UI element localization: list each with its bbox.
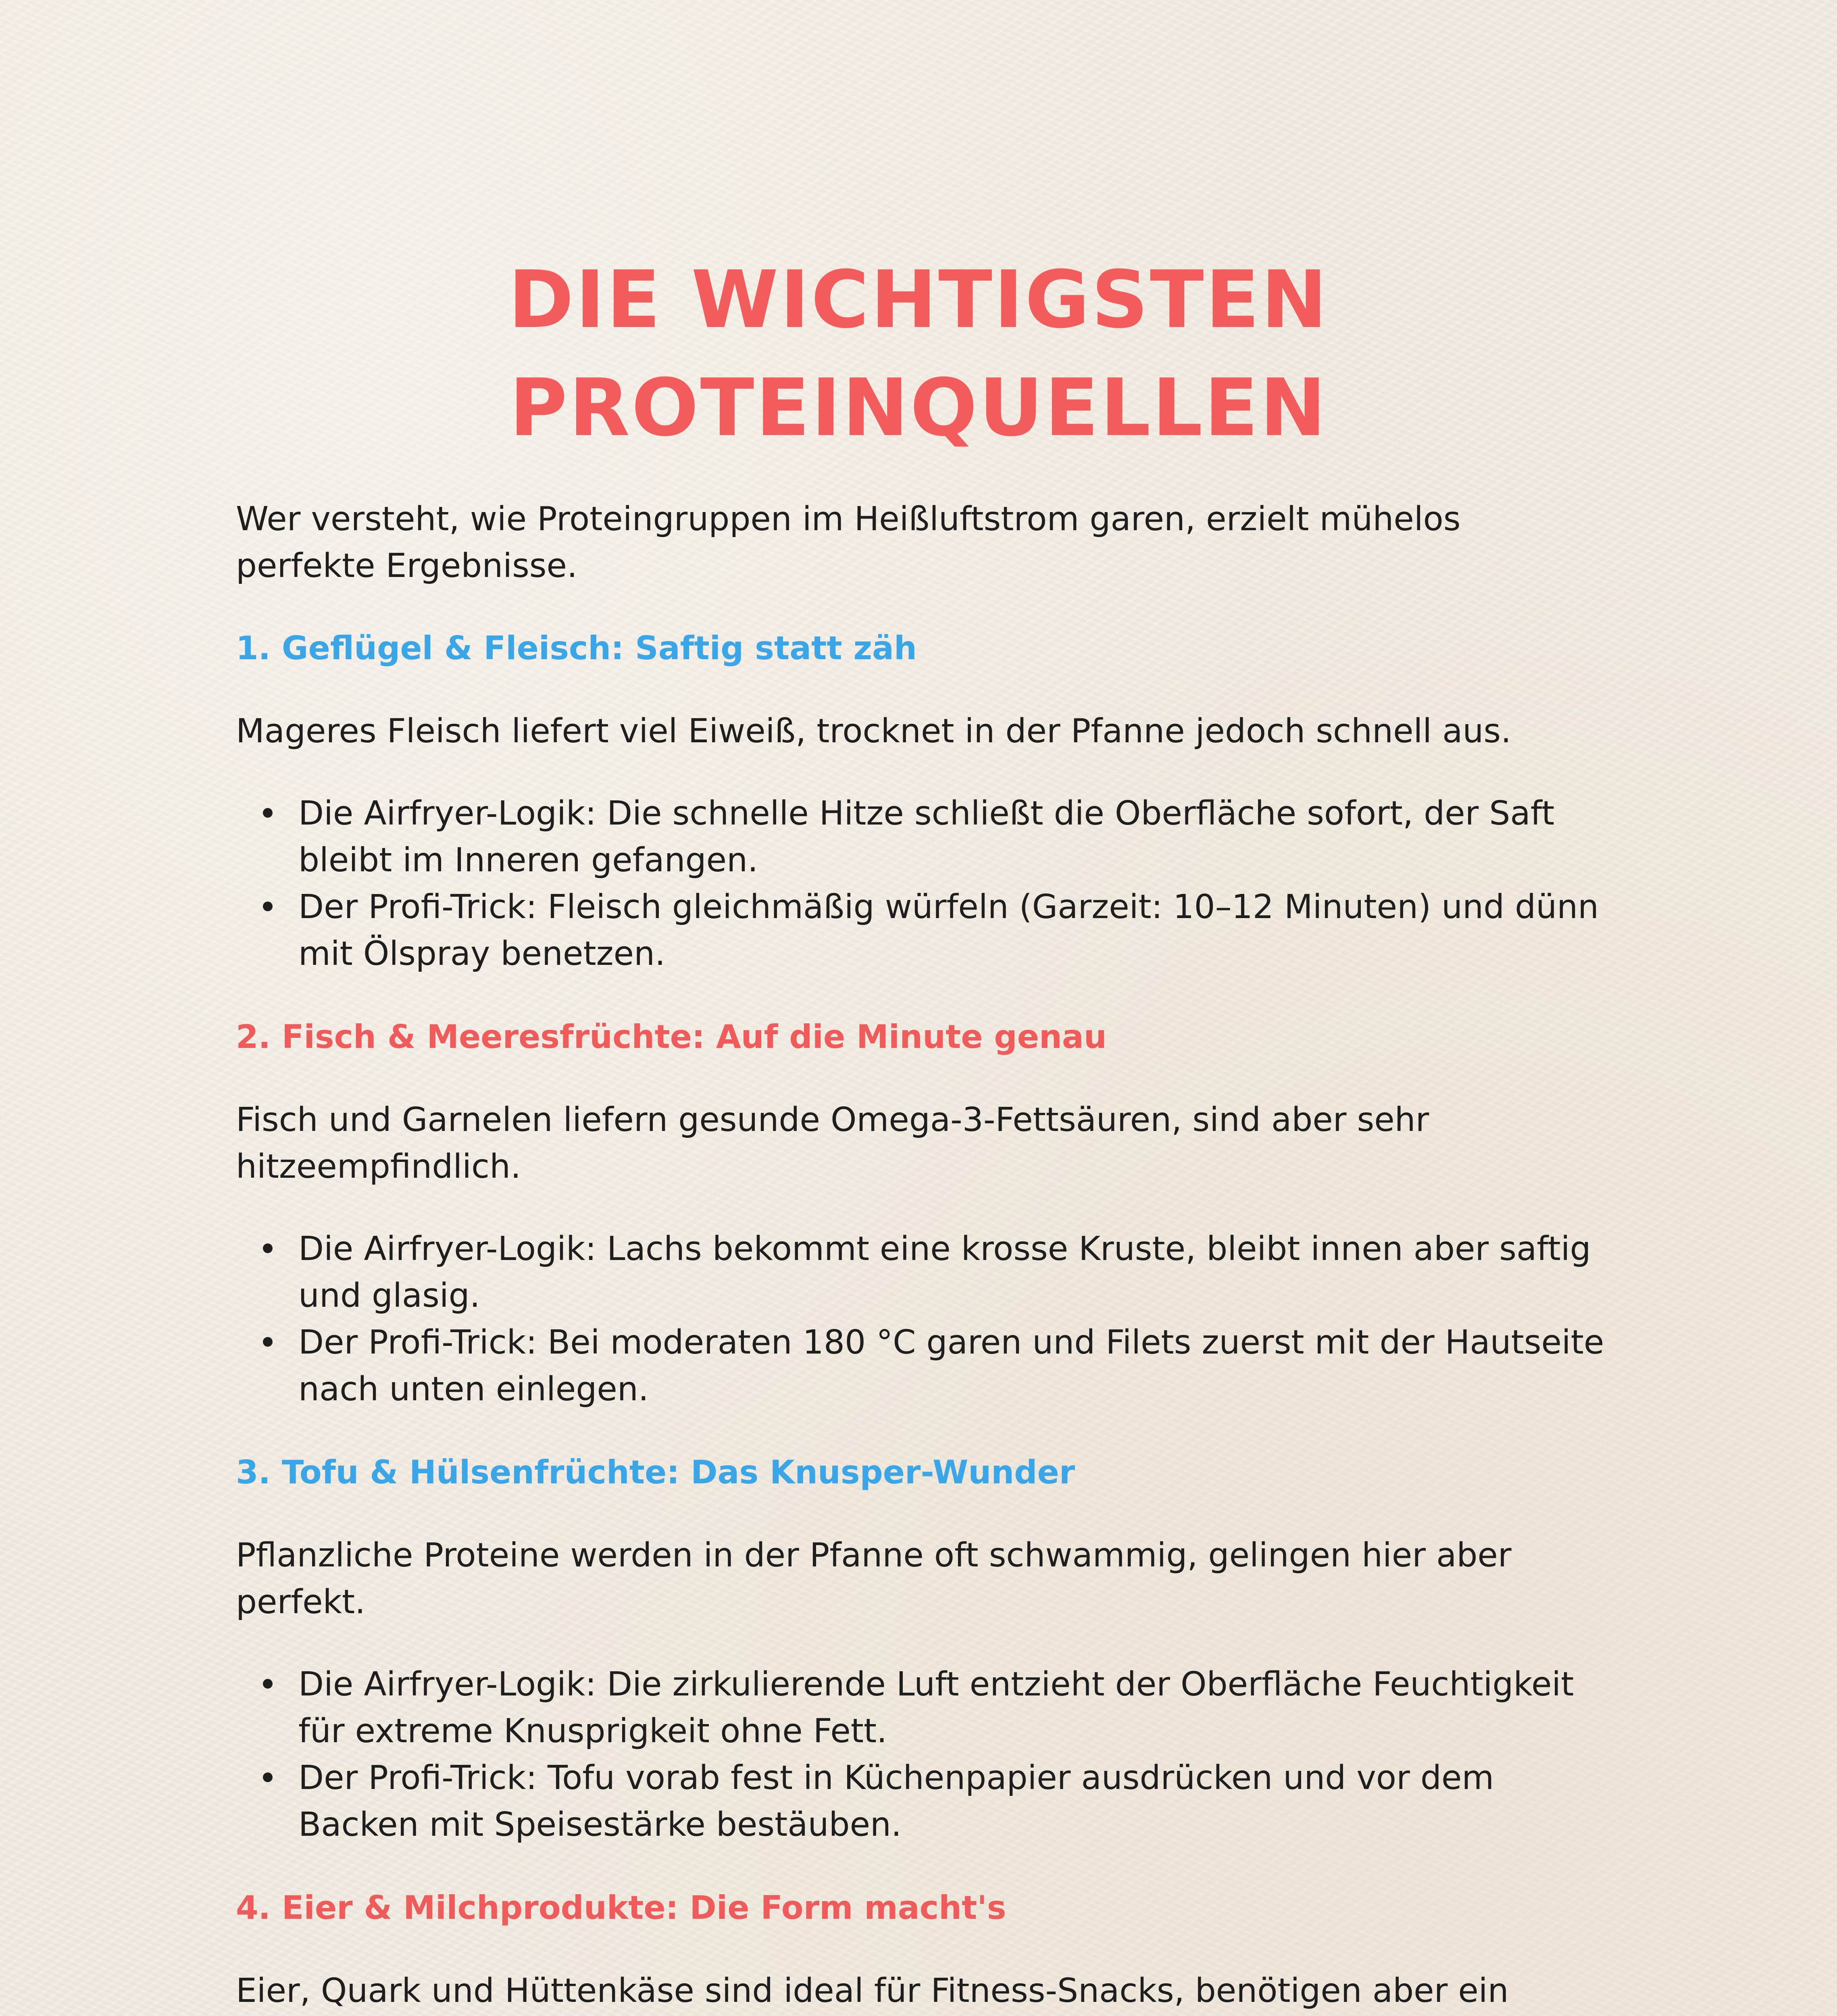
list-item: Die Airfryer-Logik: Lachs bekommt eine krosse Kruste, bleibt innen aber saftig und glasig. bbox=[298, 1226, 1607, 1319]
section-heading-poultry-meat: 1. Geflügel & Fleisch: Saftig statt zäh bbox=[236, 629, 917, 667]
list-item: Die Airfryer-Logik: Die zirkulierende Luft entzieht der Oberfläche Feuchtigkeit für extreme Knusprigkeit ohne Fett. bbox=[298, 1661, 1607, 1755]
section-text-tofu-legumes: Pflanzliche Proteine werden in der Pfanne oft schwammig, gelingen hier aber perfekt. bbox=[236, 1536, 1512, 1621]
section-text-poultry-meat: Mageres Fleisch liefert viel Eiweiß, trocknet in der Pfanne jedoch schnell aus. bbox=[236, 712, 1512, 750]
page-title-line-2: PROTEINQUELLEN bbox=[509, 362, 1328, 454]
bullet-list-tofu-legumes bbox=[236, 1661, 1607, 1848]
list-item: Der Profi-Trick: Bei moderaten 180 °C garen und Filets zuerst mit der Hautseite nach unten einlegen. bbox=[298, 1319, 1607, 1413]
page-title bbox=[0, 246, 1837, 462]
bullet-list-fish-seafood bbox=[236, 1226, 1607, 1413]
list-item: Die Airfryer-Logik: Die schnelle Hitze schließt die Oberfläche sofort, der Saft bleibt im Inneren gefangen. bbox=[298, 790, 1607, 884]
page-title-line-1: DIE WICHTIGSTEN bbox=[508, 254, 1329, 346]
section-heading-fish-seafood: 2. Fisch & Meeresfrüchte: Auf die Minute genau bbox=[236, 1018, 1107, 1056]
list-item: Der Profi-Trick: Tofu vorab fest in Küchenpapier ausdrücken und vor dem Backen mit Speisestärke bestäuben. bbox=[298, 1755, 1607, 1848]
main-content bbox=[236, 496, 1607, 2016]
bullet-list-poultry-meat bbox=[236, 790, 1607, 977]
section-heading-eggs-dairy: 4. Eier & Milchprodukte: Die Form macht's bbox=[236, 1889, 1006, 1926]
section-text-eggs-dairy: Eier, Quark und Hüttenkäse sind ideal für Fitness-Snacks, benötigen aber ein bbox=[236, 1972, 1509, 2010]
section-text-fish-seafood: Fisch und Garnelen liefern gesunde Omega-3-Fettsäuren, sind aber sehr hitzeempfindlich. bbox=[236, 1101, 1429, 1186]
intro-paragraph: Wer versteht, wie Proteingruppen im Heißluftstrom garen, erzielt mühelos perfekte Ergebnisse. bbox=[236, 500, 1461, 585]
section-heading-tofu-legumes: 3. Tofu & Hülsenfrüchte: Das Knusper-Wunder bbox=[236, 1454, 1075, 1491]
list-item: Der Profi-Trick: Fleisch gleichmäßig würfeln (Garzeit: 10–12 Minuten) und dünn mit Ölspray benetzen. bbox=[298, 884, 1607, 977]
